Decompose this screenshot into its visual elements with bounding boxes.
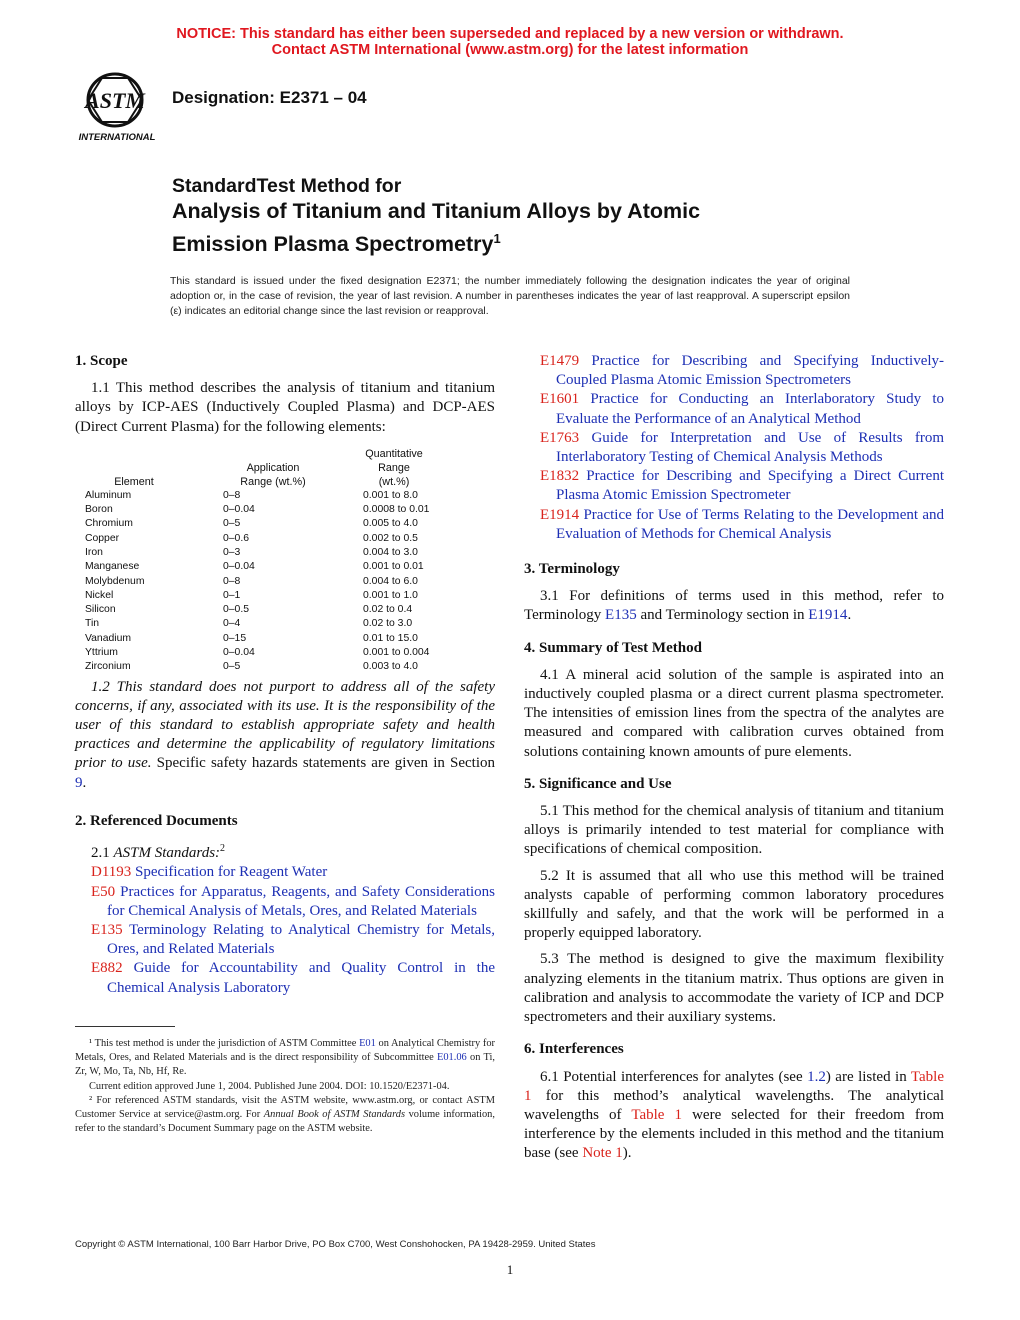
reference-item — [75, 921, 495, 959]
reference-title-link[interactable]: Practices for Apparatus, Reagents, and Safety Considerations for Chemical Analysis of Metals, Ores, and Related Materials — [107, 883, 496, 919]
reference-title-link[interactable]: Guide for Interpretation and Use of Results from Interlaboratory Testing of Chemical Analysis Methods — [556, 429, 944, 466]
astm-standards-label — [75, 839, 495, 863]
page-number: 1 — [506, 1262, 514, 1277]
referenced-documents-list-left — [75, 863, 495, 997]
cell-application-range: 0–15 — [223, 632, 247, 644]
link-section-9[interactable]: 9 — [75, 774, 83, 791]
cell-element: Manganese — [85, 561, 140, 573]
link-table-1-second[interactable]: Table 1 — [631, 1106, 683, 1123]
link-note-1[interactable]: Note 1 — [582, 1145, 623, 1162]
section-heading-scope: 1. Scope — [75, 353, 128, 369]
footnote-divider — [75, 1026, 175, 1027]
title-line-3 — [172, 225, 872, 258]
significance-paragraph-2: 5.2 It is assumed that all who use this method will be trained analysts capable of performing common laboratory procedures skillfully and safely, and that the work will be performed in a properly equipped laboratory. — [524, 867, 944, 942]
section-heading-referenced-documents: 2. Referenced Documents — [75, 812, 238, 829]
referenced-documents-list-right — [524, 352, 944, 544]
cell-quantitative-range: 0.0008 to 0.01 — [363, 504, 430, 516]
table-row — [85, 489, 445, 503]
cell-application-range: 0–0.04 — [223, 647, 255, 659]
reference-code-link[interactable]: E1914 — [540, 506, 580, 523]
table-row — [85, 575, 445, 589]
cell-application-range: 0–5 — [223, 661, 241, 673]
link-1-2[interactable]: 1.2 — [807, 1068, 826, 1085]
terminology-paragraph — [524, 587, 944, 625]
cell-application-range: 0–1 — [223, 589, 241, 601]
cell-element: Nickel — [85, 589, 114, 601]
table-row — [85, 603, 445, 617]
elements-table-body — [85, 489, 445, 675]
cell-element: Copper — [85, 532, 120, 544]
footnote-2 — [75, 1094, 495, 1137]
fn2-text-b: volume information, refer to the standard’s Document Summary page on the ASTM website. — [75, 1109, 495, 1135]
cell-quantitative-range: 0.001 to 0.01 — [363, 561, 424, 573]
reference-item — [524, 390, 944, 428]
intf-text-4: were selected for their freedom from interference by the elements included in this method and the titanium base (see — [524, 1106, 944, 1162]
issuance-statement: This standard is issued under the fixed designation E2371; the number immediately following the designation indicates the year of original adoption or, in the case of revision, the year of last revision. A number in parentheses indicates the year of last reapproval. A superscript epsilon (ε) indicates an editorial change since the last revision or reapproval. — [170, 275, 850, 317]
cell-application-range: 0–0.04 — [223, 504, 255, 516]
table-header-element — [85, 447, 223, 489]
withdrawal-notice — [0, 26, 1020, 58]
safety-rest: Specific safety hazards statements are given in Section — [151, 755, 495, 772]
cell-quantitative-range: 0.005 to 4.0 — [363, 518, 418, 530]
reference-code-link[interactable]: D1193 — [91, 864, 132, 881]
reference-item — [524, 467, 944, 505]
cell-element: Aluminum — [85, 489, 132, 501]
reference-title-link[interactable]: Practice for Use of Terms Relating to the Development and Evaluation of Methods for Chemical Analysis — [556, 506, 944, 542]
cell-element: Silicon — [85, 604, 116, 616]
cell-quantitative-range: 0.02 to 3.0 — [363, 618, 413, 630]
cell-application-range: 0–8 — [223, 489, 241, 501]
table-row — [85, 517, 445, 531]
title-line-3-text: Emission Plasma Spectrometry — [172, 232, 494, 257]
logo-mark: ASTM — [85, 88, 145, 113]
section-heading-summary: 4. Summary of Test Method — [524, 639, 702, 656]
cell-quantitative-range: 0.001 to 1.0 — [363, 589, 418, 601]
reference-title-link[interactable]: Guide for Accountability and Quality Control in the Chemical Analysis Laboratory — [107, 960, 495, 996]
title-line-2: Analysis of Titanium and Titanium Alloys by Atomic — [172, 199, 701, 223]
table-row — [85, 646, 445, 660]
fn1-text-b: on Analytical Chemistry for Metals, Ores, and Related Materials and is the direct responsibility of Subcommittee — [75, 1038, 495, 1064]
table-row — [85, 560, 445, 574]
cell-element: Molybdenum — [85, 575, 145, 587]
reference-item — [524, 429, 944, 467]
reference-code-link[interactable]: E1601 — [540, 391, 580, 408]
table-header-quantitative: Quantitative Range (wt.%) — [365, 447, 423, 488]
cell-application-range: 0–5 — [223, 518, 241, 530]
fn1-text-c: on Ti, Zr, W, Mo, Ta, Nb, Hf, Re. — [75, 1052, 495, 1078]
title-footnote-ref[interactable]: 1 — [493, 231, 501, 246]
interferences-paragraph — [524, 1068, 944, 1164]
scope-paragraph-2 — [75, 678, 495, 793]
table-row — [85, 617, 445, 631]
link-e1914[interactable]: E1914 — [808, 607, 848, 624]
cell-application-range: 0–8 — [223, 575, 241, 587]
intf-text-5: ). — [622, 1145, 632, 1162]
reference-code-link[interactable]: E1479 — [540, 353, 580, 369]
reference-code-link[interactable]: E882 — [91, 960, 123, 977]
term-text-2: and Terminology section in — [636, 607, 809, 624]
table-row — [85, 546, 445, 560]
reference-code-link[interactable]: E1832 — [540, 468, 580, 485]
cell-quantitative-range: 0.002 to 0.5 — [363, 532, 418, 544]
reference-item — [75, 883, 495, 921]
table-row — [85, 660, 445, 674]
cell-element: Zirconium — [85, 661, 131, 673]
cell-application-range: 0–3 — [223, 547, 241, 558]
link-table-1[interactable]: Table 1 — [524, 1068, 945, 1104]
reference-title-link[interactable]: Practice for Conducting an Interlaboratory Study to Evaluate the Performance of an Analytical Method — [556, 391, 944, 427]
scope-p2-end: . — [82, 774, 87, 791]
fn2-italic: Annual Book of ASTM Standards — [263, 1109, 406, 1121]
reference-title-link[interactable]: Practice for Describing and Specifying a Direct Current Plasma Atomic Emission Spectrometer — [556, 468, 944, 504]
significance-paragraph-3: 5.3 The method is designed to give the maximum flexibility analyzing elements in the titanium matrix. Thus options are given in calibration and analysis to accommodate the variety of ICP and DCP spectrometers and their auxiliary systems. — [524, 951, 944, 1026]
reference-title-link[interactable]: Terminology Relating to Analytical Chemistry for Metals, Ores, and Related Materials — [107, 921, 495, 958]
cell-quantitative-range: 0.003 to 4.0 — [363, 661, 418, 673]
cell-quantitative-range: 0.01 to 15.0 — [363, 632, 418, 644]
footnote-1-edition: Current edition approved June 1, 2004. Published June 2004. DOI: 10.1520/E2371-04. — [89, 1080, 450, 1092]
logo-subtext: INTERNATIONAL — [78, 132, 156, 143]
reference-title-link[interactable]: Specification for Reagent Water — [135, 864, 328, 881]
cell-element: Chromium — [85, 518, 133, 530]
cell-quantitative-range: 0.004 to 3.0 — [363, 547, 418, 558]
reference-title-link[interactable]: Practice for Describing and Specifying Inductively-Coupled Plasma Atomic Emission Spectrometers — [556, 353, 945, 389]
th-element-text: Element — [114, 475, 154, 488]
summary-paragraph: 4.1 A mineral acid solution of the sample is aspirated into an inductively coupled plasma or a direct current plasma spectrometer. The intensities of emission lines from the spectra of the analytes are measured and compared with calibration curves obtained from solutions containing known amounts of pure elements. — [524, 666, 944, 760]
table-row — [85, 503, 445, 517]
reference-item — [75, 959, 495, 997]
link-e135[interactable]: E135 — [605, 607, 637, 624]
section-heading-interferences: 6. Interferences — [524, 1041, 624, 1058]
intf-text-3: for this method’s analytical wavelengths. The analytical wavelengths of — [524, 1087, 944, 1123]
cell-quantitative-range: 0.001 to 8.0 — [363, 489, 418, 501]
section-heading-significance: 5. Significance and Use — [524, 775, 672, 792]
safety-statement: 1.2 This standard does not purport to address all of the safety concerns, if any, associated with its use. It is the responsibility of the user of this standard to establish appropriate safety and health practices and determine the applicability of regulatory limitations prior to use. — [75, 678, 495, 772]
notice-line-1: NOTICE: This standard has either been superseded and replaced by a new version or withdrawn. — [176, 26, 844, 42]
reference-item — [75, 863, 495, 882]
cell-element: Tin — [85, 618, 100, 630]
copyright-notice: Copyright © ASTM International, 100 Barr Harbor Drive, PO Box C700, West Conshohocken, PA 19428-2959. United States — [75, 1239, 596, 1250]
cell-element: Boron — [85, 504, 113, 516]
fn1-text-a: ¹ This test method is under the jurisdiction of ASTM Committee — [89, 1038, 360, 1049]
astm-logo-icon — [72, 70, 162, 144]
cell-quantitative-range: 0.02 to 0.4 — [363, 604, 413, 616]
reference-item — [524, 352, 944, 390]
link-e01[interactable]: E01 — [359, 1038, 376, 1049]
table-header-application: Application Range (wt.%) — [240, 461, 306, 488]
notice-line-2: Contact ASTM International (www.astm.org) for the latest information — [271, 42, 749, 58]
cell-application-range: 0–4 — [223, 618, 241, 630]
cell-element: Vanadium — [85, 632, 132, 644]
fn2-text-a: ² For referenced ASTM standards, visit the ASTM website, www.astm.org, or contact ASTM Customer Service at service@astm.org. For — [75, 1094, 495, 1121]
table-row — [85, 589, 445, 603]
table-row — [85, 632, 445, 646]
right-column — [524, 352, 944, 1164]
reference-code-link[interactable]: E135 — [91, 921, 123, 938]
section-heading-terminology: 3. Terminology — [524, 561, 620, 578]
cell-quantitative-range: 0.004 to 6.0 — [363, 575, 418, 587]
footnotes — [75, 1037, 495, 1136]
intf-text-1: 6.1 Potential interferences for analytes (see — [540, 1068, 808, 1085]
link-e01-06[interactable]: E01.06 — [437, 1052, 467, 1064]
cell-element: Iron — [85, 547, 103, 558]
designation: Designation: E2371 – 04 — [172, 88, 367, 107]
refdocs-sub-number: 2.1 — [91, 845, 114, 862]
footnote-1 — [75, 1037, 495, 1080]
document-title — [172, 174, 872, 258]
cell-application-range: 0–0.04 — [223, 561, 255, 573]
reference-item — [524, 506, 944, 544]
elements-table — [85, 447, 445, 675]
scope-paragraph-1: 1.1 This method describes the analysis of titanium and titanium alloys by ICP-AES (Inductively Coupled Plasma) and DCP-AES (Direct Current Plasma) for the following elements: — [75, 380, 495, 435]
term-text-1: 3.1 For definitions of terms used in this method, refer to Terminology — [524, 588, 944, 624]
cell-element: Yttrium — [85, 647, 118, 659]
cell-application-range: 0–0.6 — [223, 532, 250, 544]
term-text-3: . — [847, 607, 852, 624]
footnote-ref-2[interactable]: 2 — [220, 843, 226, 855]
left-column — [75, 352, 495, 998]
reference-code-link[interactable]: E1763 — [540, 429, 580, 446]
table-row — [85, 532, 445, 546]
cell-application-range: 0–0.5 — [223, 604, 250, 616]
intf-text-2: ) are listed in — [825, 1068, 911, 1085]
cell-quantitative-range: 0.001 to 0.004 — [363, 647, 430, 659]
significance-paragraph-1: 5.1 This method for the chemical analysis of titanium and titanium alloys is primarily intended to test material for compliance with specifications of chemical composition. — [524, 803, 944, 858]
reference-code-link[interactable]: E50 — [91, 883, 116, 900]
refdocs-sub-label: ASTM Standards: — [113, 845, 221, 862]
title-line-1: StandardTest Method for — [172, 175, 402, 197]
